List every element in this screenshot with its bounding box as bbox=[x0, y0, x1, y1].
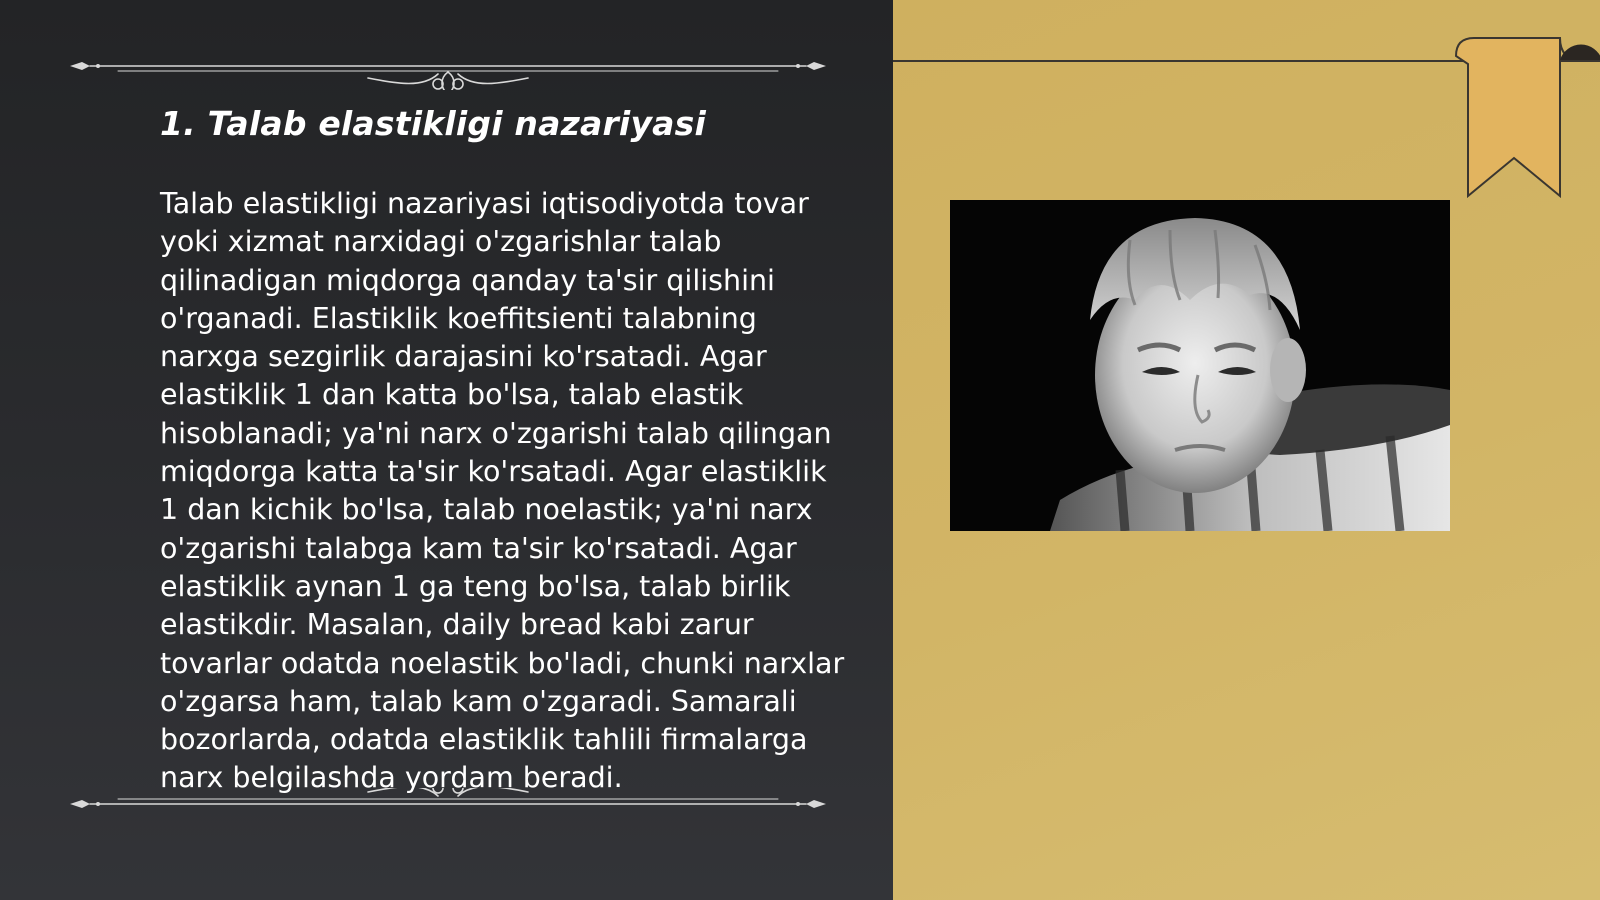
sad-child-photo bbox=[950, 200, 1450, 531]
bookmark-ribbon-icon bbox=[1436, 34, 1600, 198]
scroll-divider-icon bbox=[68, 788, 828, 828]
slide-title: 1. Talab elastikligi nazariyasi bbox=[160, 104, 706, 143]
slide-body-text: Talab elastikligi nazariyasi iqtisodiyotda tovar yoki xizmat narxidagi o'zgarishlar talab qilinadigan miqdorga qanday ta'sir qilishini o'rganadi. Elastiklik koeffitsienti talabning narxga sezgirlik darajasini ko'rsatadi. Agar elastiklik 1 dan katta bo'lsa, talab elastik hisoblanadi; ya'ni narx o'zgarishi talab qilingan miqdorga katta ta'sir ko'rsatadi. Agar elastiklik 1 dan kichik bo'lsa, talab noelastik; ya'ni narx o'zgarishi talabga kam ta'sir ko'rsatadi. Agar elastiklik aynan 1 ga teng bo'lsa, talab birlik elastikdir. Masalan, daily bread kabi zarur tovarlar odatda noelastik bo'ladi, chunki narxlar o'zgarsa ham, talab kam o'zgaradi. Samarali bozorlarda, odatda elastiklik tahlili firmalarga narx belgilashda yordam beradi. bbox=[160, 187, 845, 795]
scroll-divider-icon bbox=[68, 50, 828, 90]
